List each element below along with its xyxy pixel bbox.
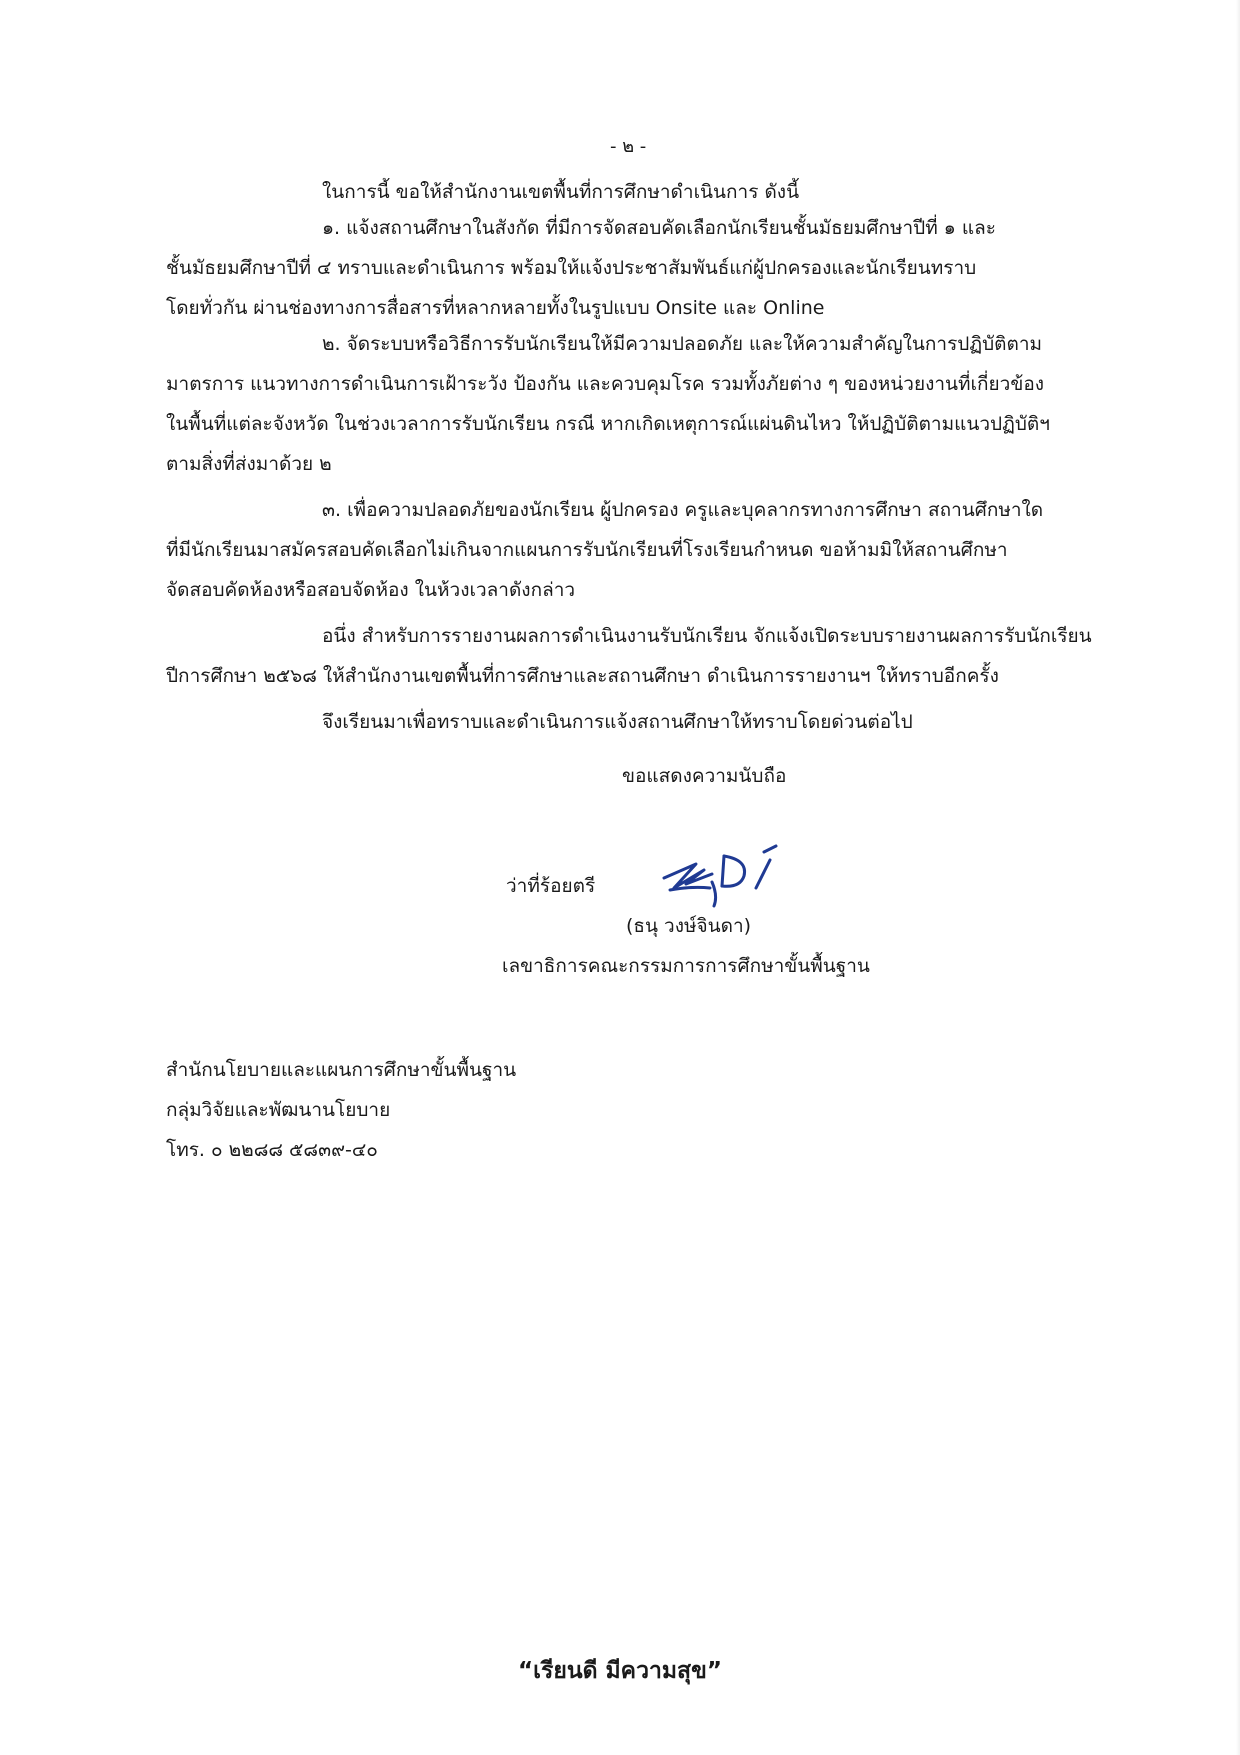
item-3-line-3: จัดสอบคัดห้องหรือสอบจัดห้อง ในห้วงเวลาดังกล่าว (166, 579, 576, 601)
page-number: - ๒ - (610, 136, 647, 157)
item-2-line-2: มาตรการ แนวทางการดำเนินการเฝ้าระวัง ป้องกัน และควบคุมโรค รวมทั้งภัยต่าง ๆ ของหน่วยงานที่เกี่ยวข้อง (166, 373, 1045, 395)
contact-office: สำนักนโยบายและแผนการศึกษาขั้นพื้นฐาน (166, 1059, 517, 1081)
item-2-line-1: ๒. จัดระบบหรือวิธีการรับนักเรียนให้มีความปลอดภัย และให้ความสำคัญในการปฏิบัติตาม (322, 333, 1043, 355)
handwritten-signature (652, 838, 802, 908)
item-3-line-1: ๓. เพื่อความปลอดภัยของนักเรียน ผู้ปกครอง ครูและบุคลากรทางการศึกษา สถานศึกษาใด (322, 499, 1044, 521)
item-1-line-1 (322, 214, 1076, 242)
scan-edge (1236, 0, 1240, 1755)
item-1-line-3: โดยทั่วกัน ผ่านช่องทางการสื่อสารที่หลากหลายทั้งในรูปแบบ Onsite และ Online (166, 297, 825, 319)
contact-phone: โทร. ๐ ๒๒๘๘ ๕๘๓๙-๔๐ (166, 1139, 378, 1161)
item-1-line-1-text: ๑. แจ้งสถานศึกษาในสังกัด ที่มีการจัดสอบคัดเลือกนักเรียนชั้นมัธยมศึกษาปีที่ ๑ และ (322, 217, 996, 239)
note-line-1: อนึ่ง สำหรับการรายงานผลการดำเนินงานรับนักเรียน จักแจ้งเปิดระบบรายงานผลการรับนักเรียน (322, 625, 1092, 647)
item-1-line-2: ชั้นมัธยมศึกษาปีที่ ๔ ทราบและดำเนินการ พร้อมให้แจ้งประชาสัมพันธ์แก่ผู้ปกครองและนักเรียนทราบ (166, 257, 977, 279)
note-line-2: ปีการศึกษา ๒๕๖๘ ให้สำนักงานเขตพื้นที่การศึกษาและสถานศึกษา ดำเนินการรายงานฯ ให้ทราบอีกครั้ง (166, 665, 999, 687)
intro-paragraph: ในการนี้ ขอให้สำนักงานเขตพื้นที่การศึกษาดำเนินการ ดังนี้ (322, 181, 800, 203)
regards: ขอแสดงความนับถือ (622, 765, 787, 787)
item-2-line-3: ในพื้นที่แต่ละจังหวัด ในช่วงเวลาการรับนักเรียน กรณี หากเกิดเหตุการณ์แผ่นดินไหว ให้ปฏิบัติตามแนวปฏิบัติฯ (166, 413, 1050, 435)
signer-position: เลขาธิการคณะกรรมการการศึกษาขั้นพื้นฐาน (502, 955, 870, 977)
footer-motto: “เรียนดี มีความสุข” (518, 1658, 722, 1684)
signer-rank: ว่าที่ร้อยตรี (506, 875, 596, 897)
closing-sentence: จึงเรียนมาเพื่อทราบและดำเนินการแจ้งสถานศึกษาให้ทราบโดยด่วนต่อไป (322, 711, 913, 733)
contact-group: กลุ่มวิจัยและพัฒนานโยบาย (166, 1099, 391, 1121)
item-3-line-2: ที่มีนักเรียนมาสมัครสอบคัดเลือกไม่เกินจากแผนการรับนักเรียนที่โรงเรียนกำหนด ขอห้ามมิให้สถานศึกษา (166, 539, 1008, 561)
item-2-line-4: ตามสิ่งที่ส่งมาด้วย ๒ (166, 453, 332, 475)
signer-name: (ธนุ วงษ์จินดา) (626, 915, 752, 937)
